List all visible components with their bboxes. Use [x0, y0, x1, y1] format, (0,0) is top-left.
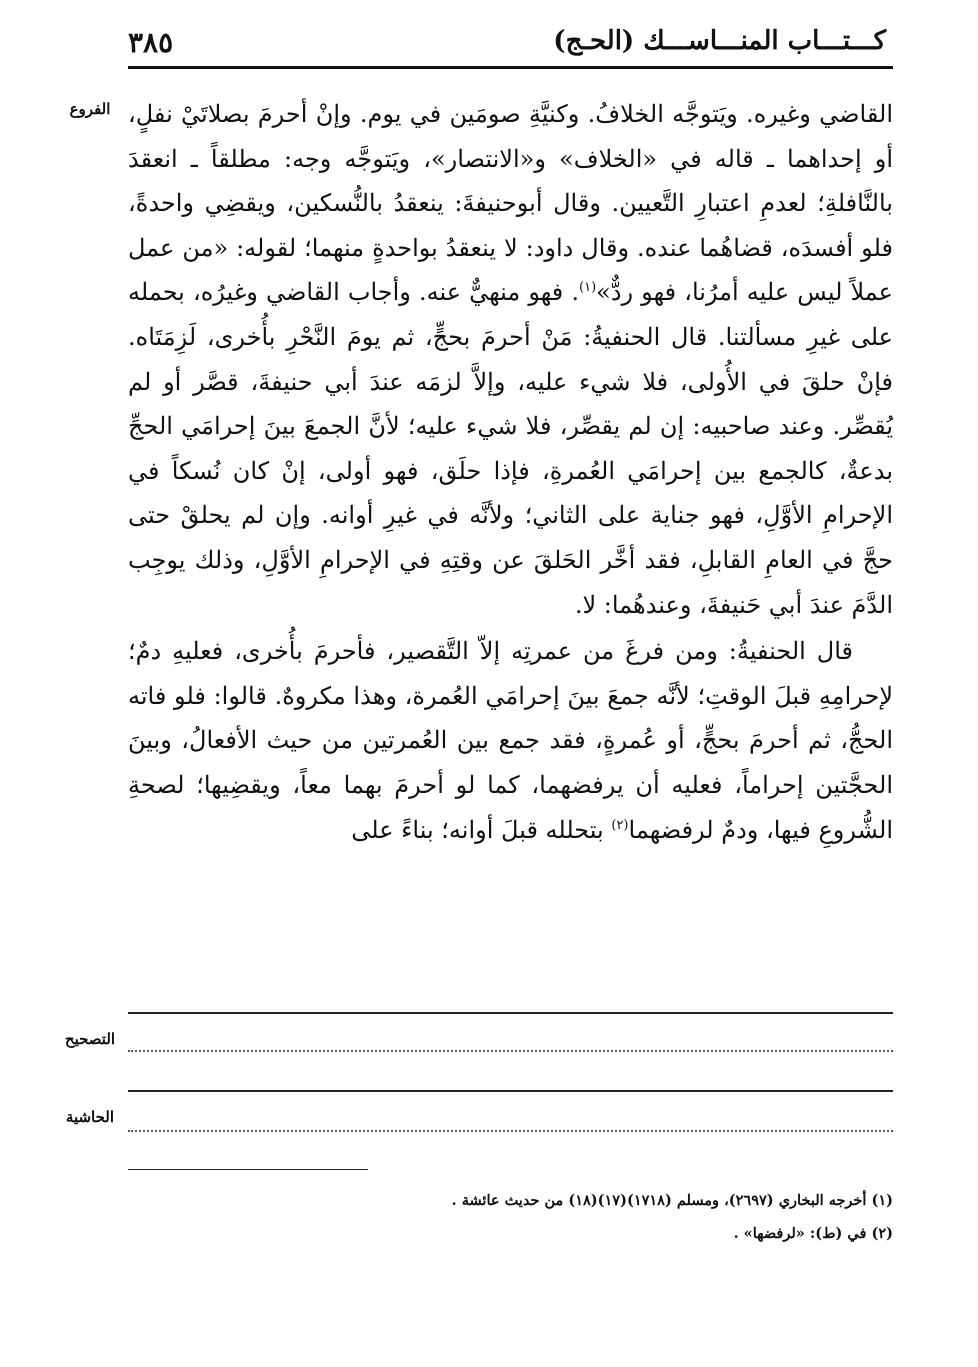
correction-top-rule [128, 1012, 893, 1014]
correction-dotted-line [128, 1050, 893, 1052]
footnote-marker-1: (١) [579, 280, 597, 296]
margin-label-branches: الفروع [69, 100, 111, 118]
footnote-separator [128, 1169, 368, 1170]
paragraph-1 [128, 92, 893, 627]
annotation-top-rule [128, 1090, 893, 1092]
main-text [128, 92, 893, 852]
header-rule [128, 66, 893, 69]
paragraph-2-text-b: بتحلله قبلَ أوانه؛ بناءً على [351, 815, 612, 844]
paragraph-2-text-a: قال الحنفيةُ: ومن فرغَ من عمرتِه إلاّ التَّقصير، فأحرمَ بأُخرى، فعليهِ دمٌ؛ لإحرامِهِ قبلَ الوقتِ؛ لأنَّه جمعَ بينَ إحرامَي العُمرة، وهذا مكروهٌ. قالوا: فلو فاته الحجُّ، ثم أحرمَ بحجٍّ، أو عُمرةٍ، فقد جمع بين العُمرتين من حيث الأفعالُ، وبينَ الحجَّتين إحراماً، فعليه أن يرفضهما، كما لو أحرمَ بهما معاً، ويقضِيها؛ لصحةِ الشُّروعِ فيها، ودمٌ لرفضهما [128, 637, 893, 844]
annotation-dotted-line [128, 1130, 893, 1132]
running-header-title: كـــتـــاب المنـــاســـك (الحـج) [553, 26, 886, 56]
page-number: ٣٨٥ [128, 26, 174, 59]
paragraph-1-text-b: . فهو منهيٌّ عنه. وأجاب القاضي وغيرُه، بحمله على غيرِ مسألتنا. قال الحنفيةُ: مَنْ أحرمَ بحجٍّ، ثم يومَ النَّحْرِ بأُخرى، لَزِمَتَاه. فإنْ حلقَ في الأُولى، فلا شيء عليه، وإلاَّ لزمَه عندَ أبي حنيفةَ، قصَّر أو لم يُقصِّر. وعند صاحبيه: إن لم يقصِّر، فلا شيء عليه؛ لأنَّ الجمعَ بينَ إحرامَي الحجِّ بدعةٌ، كالجمع بين إحرامَي العُمرةِ، فإذا حلَق، فهو أولى، إنْ كان نُسكاً في الإحرامِ الأوَّلِ، فهو جناية على الثاني؛ ولأنَّه في غيرِ أوانه. وإن لم يحلقْ حتى حجَّ في العامِ القابلِ، فقد أخَّر الحَلقَ عن وقتِهِ في الإحرامِ الأوَّلِ، وذلك يوجِب الدَّمَ عندَ أبي حَنيفةَ، وعندهُما: لا. [128, 278, 893, 619]
margin-label-annotation: الحاشية [65, 1108, 115, 1126]
footnote-1: (١) أخرجه البخاري (٢٦٩٧)، ومسلم (١٧١٨)(١٧)(١٨) من حديث عائشة . [451, 1192, 893, 1209]
footnote-2: (٢) في (ط): «لرفضها» . [733, 1225, 893, 1242]
footnote-marker-2: (٢) [611, 817, 629, 833]
margin-label-correction: التصحيح [64, 1030, 116, 1048]
paragraph-2 [128, 629, 893, 852]
paragraph-1-text-a: القاضي وغيره. ويَتوجَّه الخلافُ. وكنيَّةِ صومَين في يوم. وإنْ أحرمَ بصلاتَيْ نفلٍ، أو إحداهما ـ قاله في «الخلاف» و«الانتصار»، ويَتوجَّه وجه: مطلقاً ـ انعقدَ بالنَّافلةِ؛ لعدمِ اعتبارِ التَّعيين. وقال أبوحنيفةَ: ينعقدُ بالنُّسكين، ويقضِي واحدةً، فلو أفسدَه، قضاهُما عنده. وقال داود: لا ينعقدُ بواحدةٍ منهما؛ لقوله: «من عمل عملاً ليس عليه أمرُنا، فهو ردٌّ» [128, 100, 894, 307]
